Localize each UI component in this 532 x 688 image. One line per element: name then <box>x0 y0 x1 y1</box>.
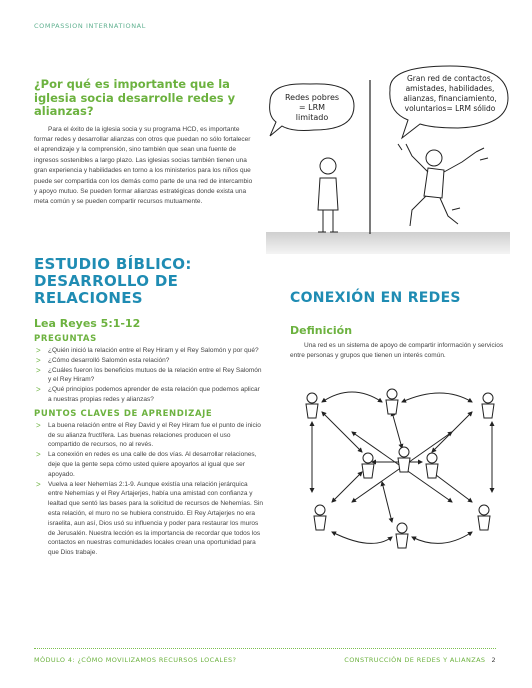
person-icon <box>478 505 490 530</box>
definition-body: Una red es un sistema de apoyo de compartir información y servicios entre personas y grupos que tienen un interés común. <box>290 342 504 360</box>
person-icon <box>314 505 326 530</box>
networking-section <box>290 290 510 361</box>
question-text: ¿Quién inició la relación entre el Rey Hiram y el Rey Salomón y por qué? <box>48 347 259 354</box>
bubble-left-line-2: = LRM <box>298 103 326 112</box>
footer-divider <box>34 648 496 650</box>
chevron-right-icon: > <box>36 365 41 375</box>
bible-study-title-line-2: DESARROLLO DE RELACIONES <box>34 272 179 307</box>
chevron-right-icon: > <box>36 450 41 460</box>
footer-section-title: CONSTRUCCIÓN DE REDES Y ALIANZAS <box>344 656 486 664</box>
keypoint-item <box>34 480 264 558</box>
keypoint-item <box>34 450 264 479</box>
why-title: ¿Por qué es importante que la iglesia socia desarrolle redes y alianzas? <box>34 77 236 118</box>
why-section <box>34 78 256 208</box>
definition-heading: Definición <box>290 324 353 337</box>
keypoint-text: La buena relación entre el Rey David y el Rey Hiram fue el punto de inicio de su alianza fructífera. Las buenas relaciones producen el uso compartido de recursos, no al revés. <box>48 421 261 449</box>
speech-bubble-left <box>270 84 354 136</box>
person-icon <box>426 453 438 478</box>
question-text: ¿Qué principios podemos aprender de esta relación que podemos aplicar a nuestras propias redes y alianzas? <box>48 386 260 403</box>
footer-section <box>344 656 496 664</box>
person-icon <box>398 447 410 472</box>
floor-shadow <box>266 232 510 254</box>
keypoints-list <box>34 421 264 558</box>
person-icon <box>482 393 494 418</box>
chevron-right-icon: > <box>36 385 41 395</box>
bible-study-title-line-1: ESTUDIO BÍBLICO: <box>34 255 192 273</box>
bubble-left-line-3: limitado <box>295 113 329 122</box>
chevron-right-icon: > <box>36 346 41 355</box>
network-illustration <box>292 372 510 560</box>
question-item <box>34 385 264 405</box>
bubble-right-line-1: Gran red de contactos, <box>406 74 494 83</box>
question-text: ¿Cuáles fueron los beneficios mutuos de la relación entre el Rey Salomón y el Rey Hiram? <box>48 366 262 384</box>
sad-person-figure <box>318 158 338 232</box>
keypoint-item <box>34 421 264 450</box>
page-number: 2 <box>491 656 496 664</box>
bible-study-section <box>34 256 264 558</box>
bubble-right-line-2: amistades, habilidades, <box>405 84 495 93</box>
person-icon <box>362 453 374 478</box>
question-item <box>34 356 264 366</box>
why-body: Para el éxito de la iglesia socia y su programa HCD, es importante formar redes y desarrollar alianzas con otros que puedan no sólo fortalecer el aprendizaje y la comprensión, sino también que sean una fuente de ingresos sostenibles a largo plazo. Las iglesias socias también tienen una gran experiencia y habilidades en torno a los ministerios para los niños que puede ser compartida con los demás como parte de una red de intercambio y apoyo mutuo. Se pueden formar alianzas estratégicas donde exista una meta común y se pueden compartir recursos mutuamente. <box>34 125 253 206</box>
happy-person-figure <box>398 144 488 226</box>
footer-module: MÓDULO 4: ¿CÓMO MOVILIZAMOS RECURSOS LOCALES? <box>34 656 237 664</box>
keypoint-text: Vuelva a leer Nehemías 2:1-9. Aunque existía una relación jerárquica entre Nehemías y el Rey Artajerjes, había una amistad con confianza y lealtad que sentó las bases para la solicitud de recursos de Nehemías. Sin esta relación, el muro no se hubiera construido. El Rey Artajerjes no era israelita, aun así, Dios usó su influencia y poder para restaurar los muros de Jerusalén. Nuestra lección es la importancia de recordar que todos los contactos en nuestras comunidades locales crean una oportunidad para que Dios trabaje. <box>48 480 263 557</box>
bubble-left-line-1: Redes pobres <box>284 93 340 102</box>
keypoint-text: La conexión en redes es una calle de dos vías. Al desarrollar relaciones, deje que la gente sepa cómo usted quiere apoyarlos al igual que ser apoyado. <box>48 451 257 478</box>
networking-illustration <box>262 60 512 265</box>
person-icon <box>396 523 408 548</box>
network-people <box>306 389 494 548</box>
questions-heading: PREGUNTAS <box>34 334 97 344</box>
person-icon <box>386 389 398 414</box>
question-text: ¿Cómo desarrolló Salomón esta relación? <box>48 356 170 364</box>
chevron-right-icon: > <box>36 420 41 430</box>
keypoints-heading: PUNTOS CLAVES DE APRENDIZAJE <box>34 408 213 419</box>
chevron-right-icon: > <box>36 479 41 489</box>
person-icon <box>306 393 318 418</box>
networking-title: CONEXIÓN EN REDES <box>290 290 461 306</box>
question-item <box>34 366 264 386</box>
org-header: COMPASSION INTERNATIONAL <box>34 22 146 30</box>
chevron-right-icon: > <box>36 355 41 365</box>
question-item <box>34 346 264 356</box>
scripture-reference: Lea Reyes 5:1-12 <box>34 317 141 330</box>
bubble-right-line-4: voluntarios= LRM sólido <box>404 104 496 113</box>
questions-list <box>34 346 264 405</box>
bubble-right-line-3: alianzas, financiamiento, <box>403 94 497 103</box>
speech-bubble-right <box>390 66 508 138</box>
